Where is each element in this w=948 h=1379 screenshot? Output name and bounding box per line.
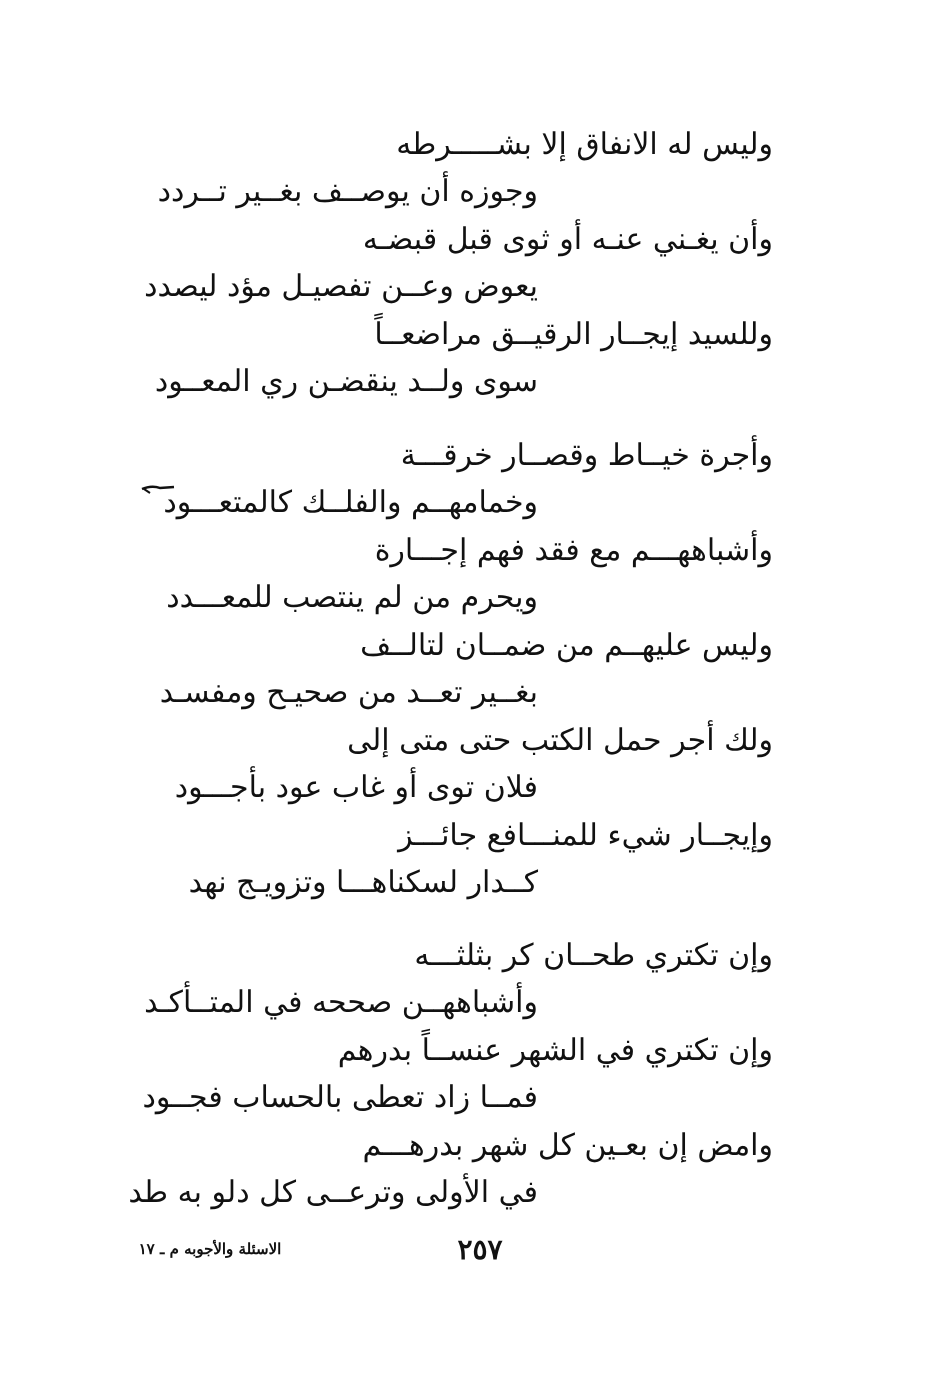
verse-4-first-hemistich: وأجرة خيــاط وقصــار خرقـــة <box>400 438 773 473</box>
verse-2-first-hemistich: وأن يغـني عنـه أو ثوى قبل قبضـه <box>362 222 773 257</box>
verse-9-second-hemistich: وأشباههــن صححه في المتــأكـد <box>144 985 538 1020</box>
verse-9-first-hemistich: وإن تكتري طحــان كر بثلثـــه <box>414 938 773 973</box>
verse-7-first-hemistich: ولك أجر حمل الكتب حتى متى إلى <box>347 723 773 758</box>
margin-mark <box>140 483 176 497</box>
verse-1-second-hemistich: وجوزه أن يوصــف بغــير تــردد <box>157 174 538 209</box>
verse-11-second-hemistich: في الأولى وترعــى كل دلو به طد <box>128 1175 538 1210</box>
verse-6-second-hemistich: بغــير تعــد من صحيـح ومفسـد <box>159 675 538 710</box>
verse-7-second-hemistich: فلان توى أو غاب عود بأجـــود <box>174 770 538 805</box>
verse-10-first-hemistich: وإن تكتري في الشهر عنســاً بدرهم <box>337 1033 773 1068</box>
book-signature: الاسئلة والأجوبه م ـ ١٧ <box>138 1240 282 1258</box>
verse-5-first-hemistich: وأشباههـــم مع فقد فهم إجـــارة <box>374 533 773 568</box>
verse-3-second-hemistich: سوى ولــد ينقضـن ري المعــود <box>154 364 538 399</box>
verse-2-second-hemistich: يعوض وعــن تفصيـل مؤد ليصدد <box>144 269 538 304</box>
verse-6-first-hemistich: وليس عليهــم من ضمــان لتالــف <box>360 628 773 663</box>
verse-4-second-hemistich: وخمامهــم والفلــك كالمتعـــود <box>163 485 538 520</box>
verse-11-first-hemistich: وامض إن بعـين كل شهر بدرهـــم <box>362 1128 773 1163</box>
verse-8-first-hemistich: وإيجــار شيء للمنـــافع جائـــز <box>398 818 773 853</box>
verse-3-first-hemistich: وللسيد إيجــار الرقيــق مراضعــاً <box>374 317 773 352</box>
page-number: ٢٥٧ <box>457 1233 503 1266</box>
verse-10-second-hemistich: فمــا زاد تعطى بالحساب فجــود <box>142 1080 538 1115</box>
verse-5-second-hemistich: ويحرم من لم ينتصب للمعـــدد <box>166 580 538 615</box>
verse-1-first-hemistich: وليس له الانفاق إلا بشـــــرطه <box>396 127 773 162</box>
verse-8-second-hemistich: كــدار لسكناهـــا وتزويـج نهد <box>188 865 538 900</box>
